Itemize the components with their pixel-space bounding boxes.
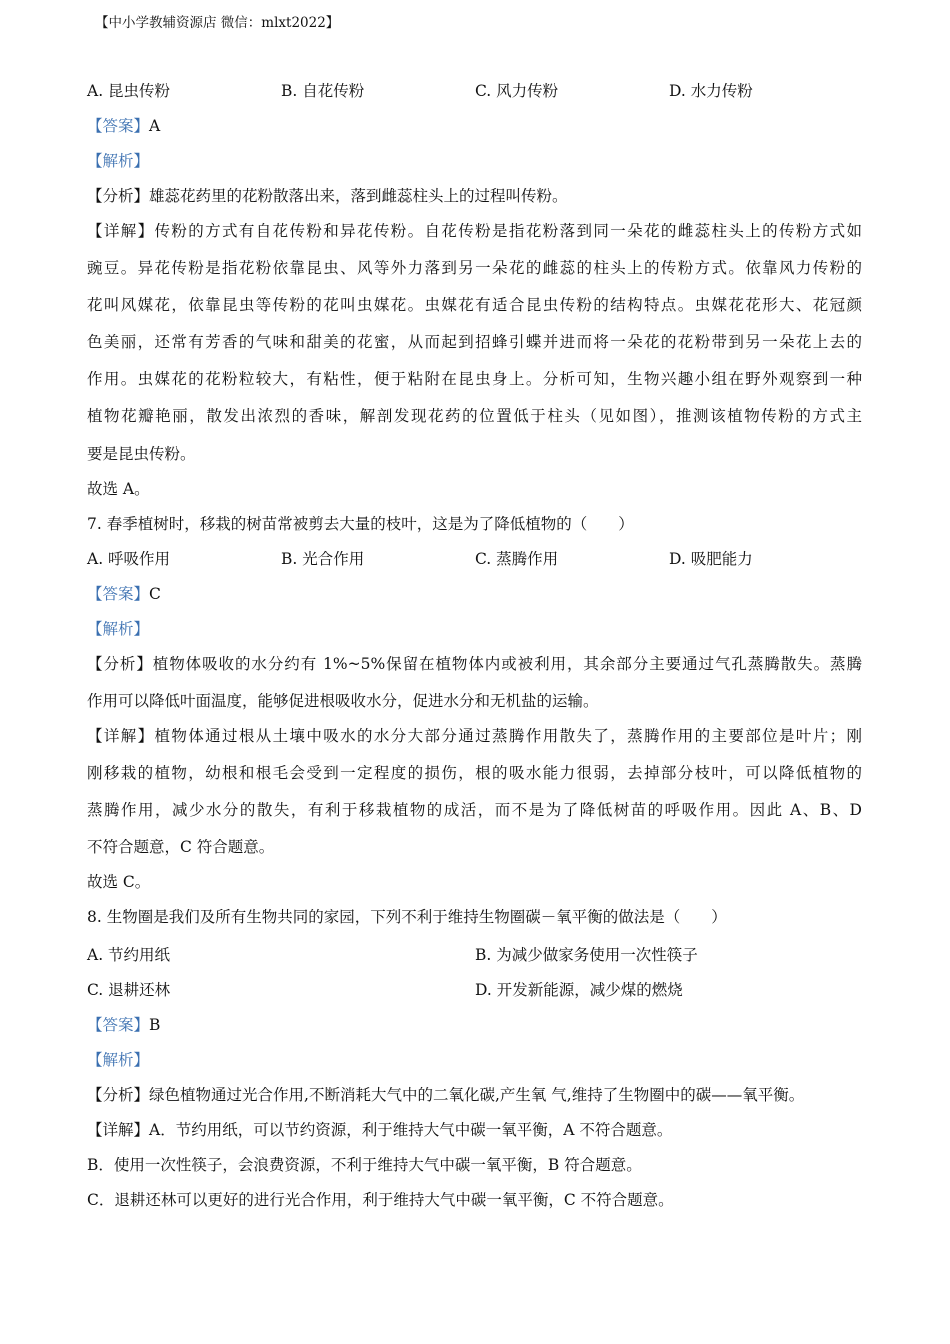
xiangjie-text: A．节约用纸，可以节约资源，利于维持大气中碳一氧平衡，A 不符合题意。 <box>149 1121 673 1139</box>
q8-stem: 8. 生物圈是我们及所有生物共同的家园，下列不利于维持生物圈碳－氧平衡的做法是（ ） <box>87 908 727 926</box>
q8-xiangjie-line-2: B．使用一次性筷子，会浪费资源，不利于维持大气中碳一氧平衡，B 符合题意。 <box>87 1156 642 1174</box>
fenxi-text: 绿色植物通过光合作用,不断消耗大气中的二氧化碳,产生氧 气,维持了生物圈中的碳——氧平衡。 <box>149 1086 805 1104</box>
answer-value: B <box>149 1016 161 1034</box>
answer-value: A <box>149 117 161 135</box>
q6-option-d: D. 水力传粉 <box>669 82 753 100</box>
fenxi-tag: 【分析】 <box>87 655 153 673</box>
fenxi-tag: 【分析】 <box>87 187 150 205</box>
q6-xiangjie-line-3: 花叫风媒花，依靠昆虫等传粉的花叫虫媒花。虫媒花有适合昆虫传粉的结构特点。虫媒花花形大、花冠颜 <box>87 296 862 314</box>
q7-conclusion: 故选 C。 <box>87 873 151 891</box>
page-header: 【中小学教辅资源店 微信：mlxt2022】 <box>95 15 340 31</box>
answer-tag: 【答案】 <box>87 117 150 135</box>
q6-xiangjie-line-5: 作用。虫媒花的花粉粒较大，有粘性，便于粘附在昆虫身上。分析可知，生物兴趣小组在野外观察到一种 <box>87 370 862 388</box>
q6-fenxi <box>87 185 568 207</box>
q7-option-d: D. 吸肥能力 <box>669 550 753 568</box>
q8-xiangjie-line-1 <box>87 1119 672 1141</box>
q7-xiangjie-line-2: 刚移栽的植物，幼根和根毛会受到一定程度的损伤，根的吸水能力很弱，去掉部分枝叶，可以降低植物的 <box>87 764 862 782</box>
q7-option-a: A. 呼吸作用 <box>87 550 171 568</box>
q8-option-b: B. 为减少做家务使用一次性筷子 <box>475 946 698 964</box>
q8-option-d: D. 开发新能源，减少煤的燃烧 <box>475 981 683 999</box>
q7-xiangjie-line-4: 不符合题意，C 符合题意。 <box>87 838 275 856</box>
q6-xiangjie-line-2: 豌豆。异花传粉是指花粉依靠昆虫、风等外力落到另一朵花的雌蕊的柱头上的传粉方式。依靠风力传粉的 <box>87 259 862 277</box>
q6-option-b: B. 自花传粉 <box>281 82 365 100</box>
answer-tag: 【答案】 <box>87 1016 150 1034</box>
q7-fenxi-line-1 <box>87 653 862 675</box>
q6-option-a: A. 昆虫传粉 <box>87 82 171 100</box>
q6-xiangjie-line-1 <box>87 220 862 242</box>
q7-option-b: B. 光合作用 <box>281 550 365 568</box>
xiangjie-tag: 【详解】 <box>87 222 155 240</box>
q8-option-c: C. 退耕还林 <box>87 981 171 999</box>
q6-analysis-tag: 【解析】 <box>87 152 150 170</box>
q7-xiangjie-line-1 <box>87 725 862 747</box>
q8-analysis-tag: 【解析】 <box>87 1051 150 1069</box>
xiangjie-text: 传粉的方式有自花传粉和异花传粉。自花传粉是指花粉落到同一朵花的雌蕊柱头上的传粉方式如 <box>154 222 862 240</box>
answer-tag: 【答案】 <box>87 585 150 603</box>
answer-value: C <box>149 585 161 603</box>
q7-fenxi-line-2: 作用可以降低叶面温度，能够促进根吸收水分，促进水分和无机盐的运输。 <box>87 692 599 710</box>
q6-option-c: C. 风力传粉 <box>475 82 559 100</box>
q7-answer <box>87 583 161 605</box>
q8-answer <box>87 1014 160 1036</box>
q7-stem: 7. 春季植树时，移栽的树苗常被剪去大量的枝叶，这是为了降低植物的（ ） <box>87 515 634 533</box>
fenxi-text: 植物体吸收的水分约有 1%~5%保留在植物体内或被利用，其余部分主要通过气孔蒸腾散失。蒸腾 <box>152 655 862 673</box>
q8-fenxi <box>87 1084 804 1106</box>
q6-conclusion: 故选 A。 <box>87 480 150 498</box>
xiangjie-text: 植物体通过根从土壤中吸水的水分大部分通过蒸腾作用散失了，蒸腾作用的主要部位是叶片；刚 <box>154 727 862 745</box>
q6-xiangjie-line-7: 要是昆虫传粉。 <box>87 445 196 463</box>
q7-analysis-tag: 【解析】 <box>87 620 150 638</box>
q6-answer <box>87 115 160 137</box>
q8-option-a: A. 节约用纸 <box>87 946 171 964</box>
xiangjie-tag: 【详解】 <box>87 727 155 745</box>
fenxi-text: 雄蕊花药里的花粉散落出来，落到雌蕊柱头上的过程叫传粉。 <box>149 187 568 205</box>
fenxi-tag: 【分析】 <box>87 1086 150 1104</box>
xiangjie-tag: 【详解】 <box>87 1121 150 1139</box>
q6-xiangjie-line-4: 色美丽，还常有芳香的气味和甜美的花蜜，从而起到招蜂引蝶并进而将一朵花的花粉带到另一朵花上去的 <box>87 333 862 351</box>
q7-option-c: C. 蒸腾作用 <box>475 550 559 568</box>
q6-xiangjie-line-6: 植物花瓣艳丽，散发出浓烈的香味，解剖发现花药的位置低于柱头（见如图），推测该植物传粉的方式主 <box>87 407 862 425</box>
q7-xiangjie-line-3: 蒸腾作用，减少水分的散失，有利于移栽植物的成活，而不是为了降低树苗的呼吸作用。因此 A、B、D <box>87 801 862 819</box>
q8-xiangjie-line-3: C．退耕还林可以更好的进行光合作用，利于维持大气中碳一氧平衡，C 不符合题意。 <box>87 1191 674 1209</box>
